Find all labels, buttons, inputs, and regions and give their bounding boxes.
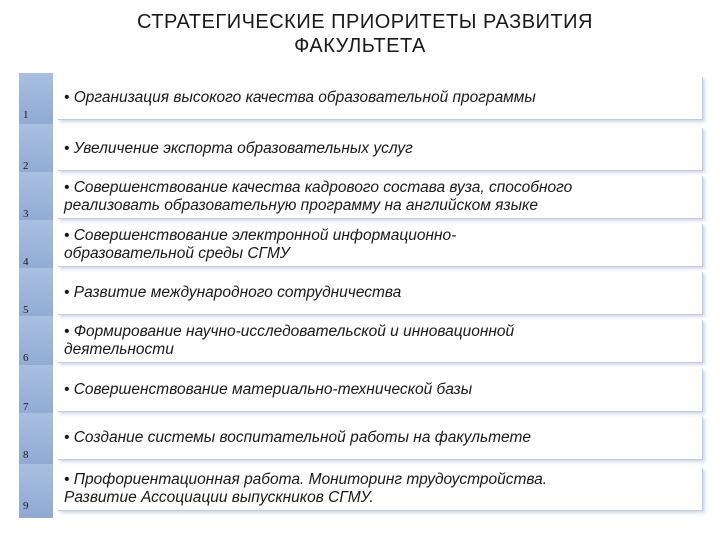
item-text-box xyxy=(58,417,703,460)
item-text-box xyxy=(58,272,703,315)
item-text-box xyxy=(58,176,703,219)
list-item xyxy=(0,220,720,274)
list-item xyxy=(0,365,720,419)
item-text: • Создание системы воспитательной работы на факультете xyxy=(64,429,532,446)
item-text: • Совершенствование материально-технической базы xyxy=(64,381,473,398)
page-title-line-1: СТРАТЕГИЧЕСКИЕ ПРИОРИТЕТЫ РАЗВИТИЯ xyxy=(137,11,593,33)
number-badge xyxy=(19,220,53,274)
number-badge xyxy=(19,365,53,419)
list-item xyxy=(0,124,720,178)
item-text: • Формирование научно-исследовательской и инновационной деятельности xyxy=(64,323,515,358)
number-badge xyxy=(19,464,53,518)
item-text-box xyxy=(58,320,703,363)
list-item xyxy=(0,464,720,518)
item-text: • Совершенствование электронной информационно- образовательной среды СГМУ xyxy=(64,227,457,262)
item-text-box xyxy=(58,224,703,267)
item-number: 9 xyxy=(23,500,29,512)
list-item xyxy=(0,172,720,226)
number-badge xyxy=(19,316,53,370)
item-number: 5 xyxy=(23,304,29,316)
number-badge xyxy=(19,268,53,322)
list-item xyxy=(0,413,720,467)
item-text-box xyxy=(58,369,703,412)
item-text-box xyxy=(58,128,703,171)
item-text: • Развитие международного сотрудничества xyxy=(64,284,402,301)
page-title-line-2: ФАКУЛЬТЕТА xyxy=(294,35,426,57)
number-badge xyxy=(19,172,53,226)
list-item xyxy=(0,268,720,322)
number-badge xyxy=(19,73,53,127)
item-text: • Профориентационная работа. Мониторинг трудоустройства. Развитие Ассоциации выпускников СГМУ. xyxy=(64,471,548,506)
item-number: 1 xyxy=(23,109,29,121)
item-text-box xyxy=(58,468,703,511)
item-number: 7 xyxy=(23,401,29,413)
item-number: 4 xyxy=(23,256,29,268)
item-text: • Совершенствование качества кадрового состава вуза, способного реализовать образовательную программу на английском языке xyxy=(64,179,573,214)
list-item xyxy=(0,73,720,127)
number-badge xyxy=(19,124,53,178)
item-text: • Увеличение экспорта образовательных услуг xyxy=(64,140,413,157)
item-number: 2 xyxy=(23,160,29,172)
list-item xyxy=(0,316,720,370)
item-text-box xyxy=(58,77,703,120)
item-text: • Организация высокого качества образовательной программы xyxy=(64,89,536,106)
item-number: 8 xyxy=(23,449,29,461)
item-number: 3 xyxy=(23,208,29,220)
number-badge xyxy=(19,413,53,467)
item-number: 6 xyxy=(23,352,29,364)
